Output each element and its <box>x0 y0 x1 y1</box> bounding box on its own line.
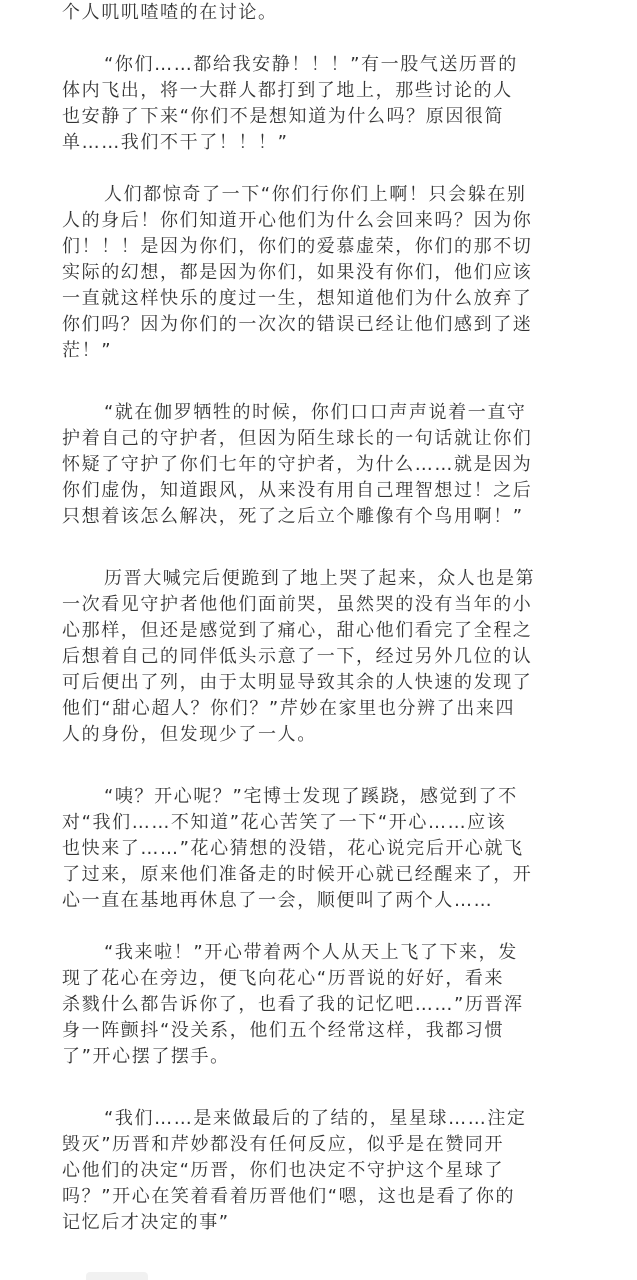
text-line: 你们虚伪，知道跟风，从来没有用自己理智想过！之后 <box>62 480 533 501</box>
text-line: 茫！” <box>62 340 113 361</box>
text-line: 们！！！是因为你们，你们的爱慕虚荣，你们的那不切 <box>62 236 533 257</box>
text-line: 人的身份，但发现少了一人。 <box>62 724 317 745</box>
text-line: 实际的幻想，都是因为你们，如果没有你们，他们应该 <box>62 262 533 283</box>
bottom-scroll-hint <box>86 1272 148 1280</box>
text-line: 身一阵颤抖“没关系，他们五个经常这样，我都习惯 <box>62 1020 505 1041</box>
text-line: 个人叽叽喳喳的在讨论。 <box>62 2 278 23</box>
text-line: 一次看见守护者他他们面前哭，虽然哭的没有当年的小 <box>62 594 533 615</box>
text-line: 也快来了……”花心猜想的没错，花心说完后开心就飞 <box>62 838 524 859</box>
text-line: 历晋大喊完后便跪到了地上哭了起来，众人也是第 <box>104 568 536 589</box>
text-line: 心那样，但还是感觉到了痛心，甜心他们看完了全程之 <box>62 620 533 641</box>
text-line: 他们“甜心超人？你们？”芹妙在家里也分辨了出来四 <box>62 698 516 719</box>
text-line: 杀戮什么都告诉你了，也看了我的记忆吧……”历晋浑 <box>62 994 524 1015</box>
text-line: 记忆后才决定的事” <box>62 1212 230 1233</box>
text-line: 体内飞出，将一大群人都打到了地上，那些讨论的人 <box>62 80 513 101</box>
text-line: 人的身后！你们知道开心他们为什么会回来吗？因为你 <box>62 210 533 231</box>
text-line: 吗？”开心在笑着看着历晋他们“嗯，这也是看了你的 <box>62 1186 516 1207</box>
text-line: “就在伽罗牺牲的时候，你们口口声声说着一直守 <box>104 402 527 423</box>
text-line: 只想着该怎么解决，死了之后立个雕像有个鸟用啊！” <box>62 506 524 527</box>
text-line: “我们……是来做最后的了结的，星星球……注定 <box>104 1108 527 1129</box>
text-line: 也安静了下来“你们不是想知道为什么吗？原因很简 <box>62 106 505 127</box>
text-line: 现了花心在旁边，便飞向花心“历晋说的好好，看来 <box>62 968 505 989</box>
text-line: 心他们的决定“历晋，你们也决定不守护这个星球了 <box>62 1160 505 1181</box>
text-line: 人们都惊奇了一下“你们行你们上啊！只会躲在别 <box>104 184 527 205</box>
text-line: 怀疑了守护了你们七年的守护者，为什么……就是因为 <box>62 454 533 475</box>
text-line: 一直就这样快乐的度过一生，想知道他们为什么放弃了 <box>62 288 533 309</box>
text-line: 毁灭”历晋和芹妙都没有任何反应，似乎是在赞同开 <box>62 1134 505 1155</box>
text-line: 对“我们……不知道”花心苦笑了一下“开心……应该 <box>62 812 507 833</box>
text-line: “你们……都给我安静！！！”有一股气送历晋的 <box>104 54 518 75</box>
text-line: 可后便出了列，由于太明显导致其余的人快速的发现了 <box>62 672 533 693</box>
text-line: 你们吗？因为你们的一次次的错误已经让他们感到了迷 <box>62 314 533 335</box>
text-line: 单……我们不干了！！！” <box>62 132 289 153</box>
text-line: 了过来，原来他们准备走的时候开心就已经醒来了，开 <box>62 864 533 885</box>
text-line: 后想着自己的同伴低头示意了一下，经过另外几位的认 <box>62 646 533 667</box>
text-line: “咦？开心呢？”宅博士发现了蹊跷，感觉到了不 <box>104 786 518 807</box>
text-line: 护着自己的守护者，但因为陌生球长的一句话就让你们 <box>62 428 533 449</box>
text-line: 心一直在基地再休息了一会，顺便叫了两个人…… <box>62 890 494 911</box>
text-line: “我来啦！”开心带着两个人从天上飞了下来，发 <box>104 942 518 963</box>
text-line: 了”开心摆了摆手。 <box>62 1046 230 1067</box>
